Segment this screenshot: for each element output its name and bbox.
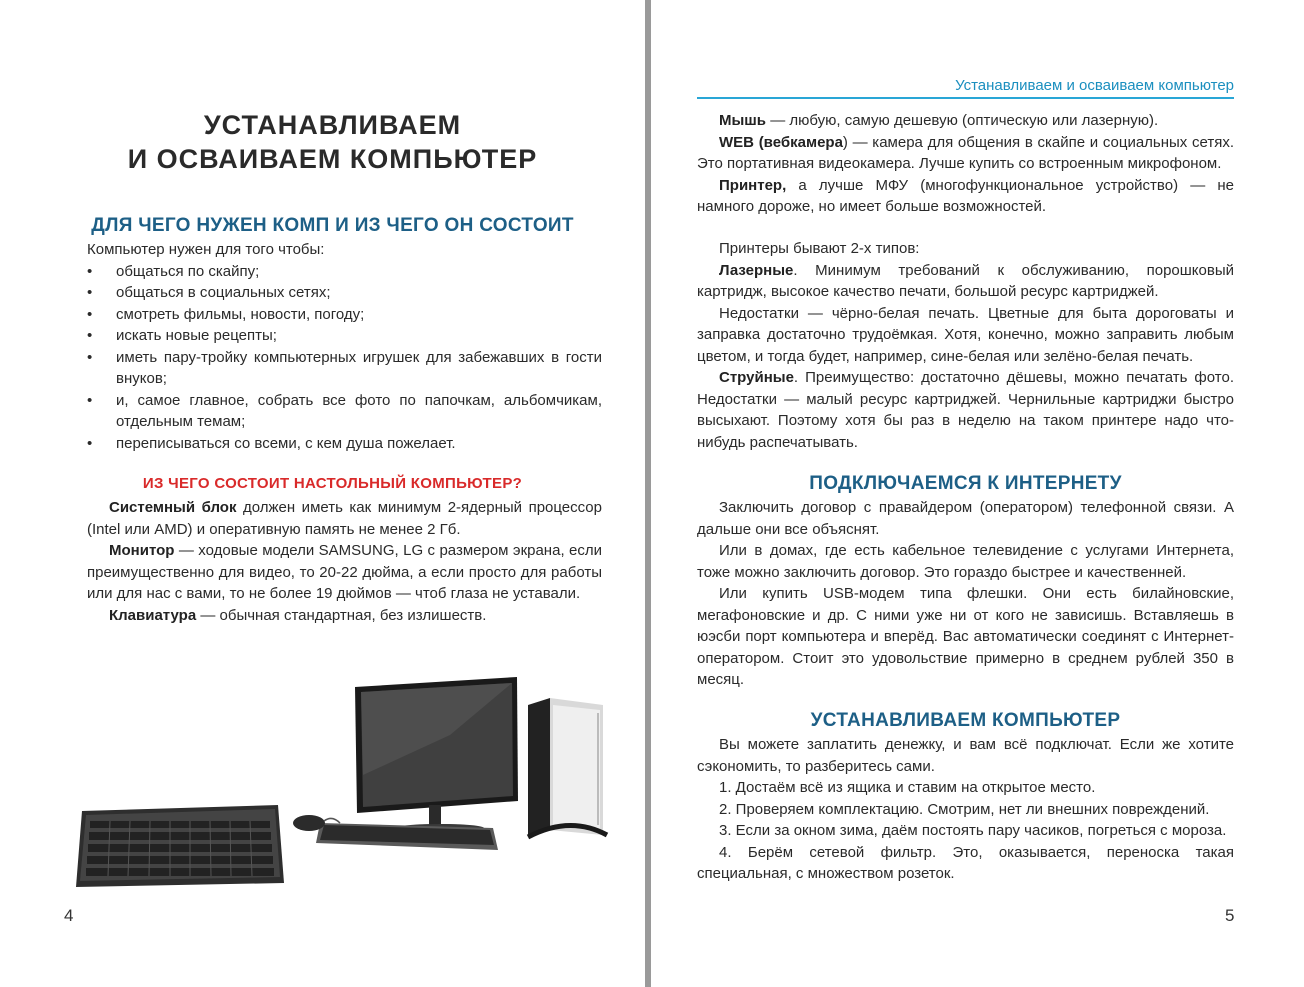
paragraph-printer-types: Принтеры бывают 2-х типов:	[719, 240, 920, 257]
chapter-title-line1: УСТАНАВЛИВАЕМ	[203, 110, 462, 140]
term-system-unit: Системный блок	[109, 499, 237, 516]
monitor-illustration	[355, 677, 518, 836]
term-keyboard: Клавиатура	[109, 606, 197, 624]
list-item: • общаться в социальных сетях;	[87, 282, 602, 304]
term-printer: Принтер,	[719, 176, 787, 194]
setup-block	[697, 734, 1234, 885]
term-laser: Лазерные	[719, 261, 794, 279]
list-item: • смотреть фильмы, новости, погоду;	[87, 304, 602, 326]
step-item: 1. Достаём всё из ящика и ставим на открытое место.	[719, 779, 1096, 796]
intro-text: Компьютер нужен для того чтобы:	[87, 241, 325, 258]
peripherals-block	[697, 110, 1234, 218]
paragraph-printer	[697, 175, 1234, 218]
step-item: 2. Проверяем комплектацию. Смотрим, нет ли внешних повреждений.	[719, 800, 1210, 818]
page-number-right: 5	[1225, 906, 1235, 925]
paragraph-webcam	[697, 132, 1234, 175]
purpose-list	[87, 261, 602, 455]
step-item: 4. Берём сетевой фильтр. Это, оказывается, переноска такая специальная, с множеством розеток.	[697, 843, 1234, 882]
section-heading-components: ИЗ ЧЕГО СОСТОИТ НАСТОЛЬНЫЙ КОМПЬЮТЕР?	[142, 475, 523, 492]
text-inkjet: . Преимущество: достаточно дёшевы, можно печатать фото. Недостатки — малый ресурс картриджей. Чернильные картриджи быстро высыхают. Поэтому хотя бы раз в неделю на таком принтере надо что-нибудь распечатывать.	[697, 369, 1234, 451]
text-printer: а лучше МФУ (многофункциональное устройство) — не намного дороже, но имеет больше возможностей.	[697, 176, 1234, 215]
paragraph-laser	[697, 260, 1234, 303]
term-inkjet: Струйные	[719, 369, 794, 386]
text-laser: . Минимум требований к обслуживанию, порошковый картридж, высокое качество печати, большой ресурс картриджей.	[697, 261, 1234, 300]
paragraph-internet-1: Заключить договор с правайдером (оператором) телефонной связи. А дальше они все объяснят.	[697, 499, 1234, 538]
list-item: • и, самое главное, собрать все фото по папочкам, альбомчикам, отдельным темам;	[87, 390, 602, 433]
term-webcam: WEB (вебкамера	[719, 133, 843, 151]
purpose-block	[87, 239, 602, 454]
term-monitor: Монитор	[109, 542, 175, 559]
list-item: • иметь пару-тройку компьютерных игрушек для забежавших в гости внуков;	[87, 347, 602, 390]
running-header: Устанавливаем и осваиваем компьютер	[955, 77, 1234, 94]
text-keyboard: — обычная стандартная, без излишеств.	[196, 606, 487, 624]
section-heading-purpose: ДЛЯ ЧЕГО НУЖЕН КОМП И ИЗ ЧЕГО ОН СОСТОИТ	[91, 215, 574, 236]
paragraph-system-unit	[87, 497, 602, 540]
left-page	[0, 0, 645, 987]
paragraph-internet-2: Или в домах, где есть кабельное телевидение с услугами Интернета, тоже можно заключить договор. Это гораздо быстрее и качественней.	[697, 542, 1234, 581]
paragraph-setup: Вы можете заплатить денежку, и вам всё подключат. Если же хотите сэкономить, то разберитесь сами.	[697, 736, 1234, 775]
text-system-unit: должен иметь как минимум 2-ядерный процессор (Intel или AMD) и оперативную память не менее 2 Гб.	[87, 499, 602, 538]
text-mouse: — любую, самую дешевую (оптическую или лазерную).	[766, 112, 1159, 129]
right-page	[651, 0, 1304, 987]
chapter-title-line2: И ОСВАИВАЕМ КОМПЬЮТЕР	[127, 144, 538, 174]
list-item: • искать новые рецепты;	[87, 325, 602, 347]
term-mouse: Мышь	[719, 112, 767, 129]
paragraph-inkjet	[697, 367, 1234, 453]
components-block	[87, 497, 602, 626]
list-item: • переписываться со всеми, с кем душа пожелает.	[87, 433, 602, 455]
paragraph-monitor	[87, 540, 602, 605]
keyboard-illustration	[76, 805, 284, 887]
chapter-title	[0, 108, 645, 176]
step-item: 3. Если за окном зима, даём постоять пару часиков, погреться с мороза.	[719, 822, 1227, 839]
paragraph-keyboard	[87, 605, 602, 627]
printers-block	[697, 238, 1234, 453]
text-webcam: ) — камера для общения в скайпе и социальных сетях. Это портативная видеокамера. Лучше купить со встроенным микрофоном.	[697, 133, 1234, 172]
paragraph-mouse	[697, 110, 1234, 132]
section-heading-setup: УСТАНАВЛИВАЕМ КОМПЬЮТЕР	[810, 710, 1121, 731]
text-monitor: — ходовые модели SAMSUNG, LG с размером экрана, если преимущественно для видео, то 20-22 дюйма, а если просто для работы или для нас с вами, то не более 19 дюймов — чтоб глаза не уставали.	[87, 542, 602, 602]
page-number-left: 4	[64, 906, 74, 925]
system-unit-illustration	[528, 698, 607, 837]
desktop-computer-illustration	[70, 665, 630, 895]
paragraph-internet-3: Или купить USB-модем типа флешки. Они есть билайновские, мегафоновские и др. С ними уже ни от кого не зависишь. Вставляешь в юэсби порт компьютера и вперёд. Вас автоматически соединят с Интернет-оператором. Стоит это удовольствие примерно в среднем рублей 350 в месяц.	[697, 585, 1234, 688]
section-heading-internet: ПОДКЛЮЧАЕМСЯ К ИНТЕРНЕТУ	[809, 473, 1122, 494]
header-rule	[697, 97, 1234, 99]
paragraph-laser-cons: Недостатки — чёрно-белая печать. Цветные для быта дороговаты и заправка достаточно трудоёмкая. Хотя, конечно, можно заправить любым цветом, и тогда будет, например, сине-белая или зелёно-белая печать.	[697, 304, 1234, 365]
mouse-illustration	[293, 815, 325, 831]
internet-block	[697, 497, 1234, 691]
list-item: • общаться по скайпу;	[87, 261, 602, 283]
